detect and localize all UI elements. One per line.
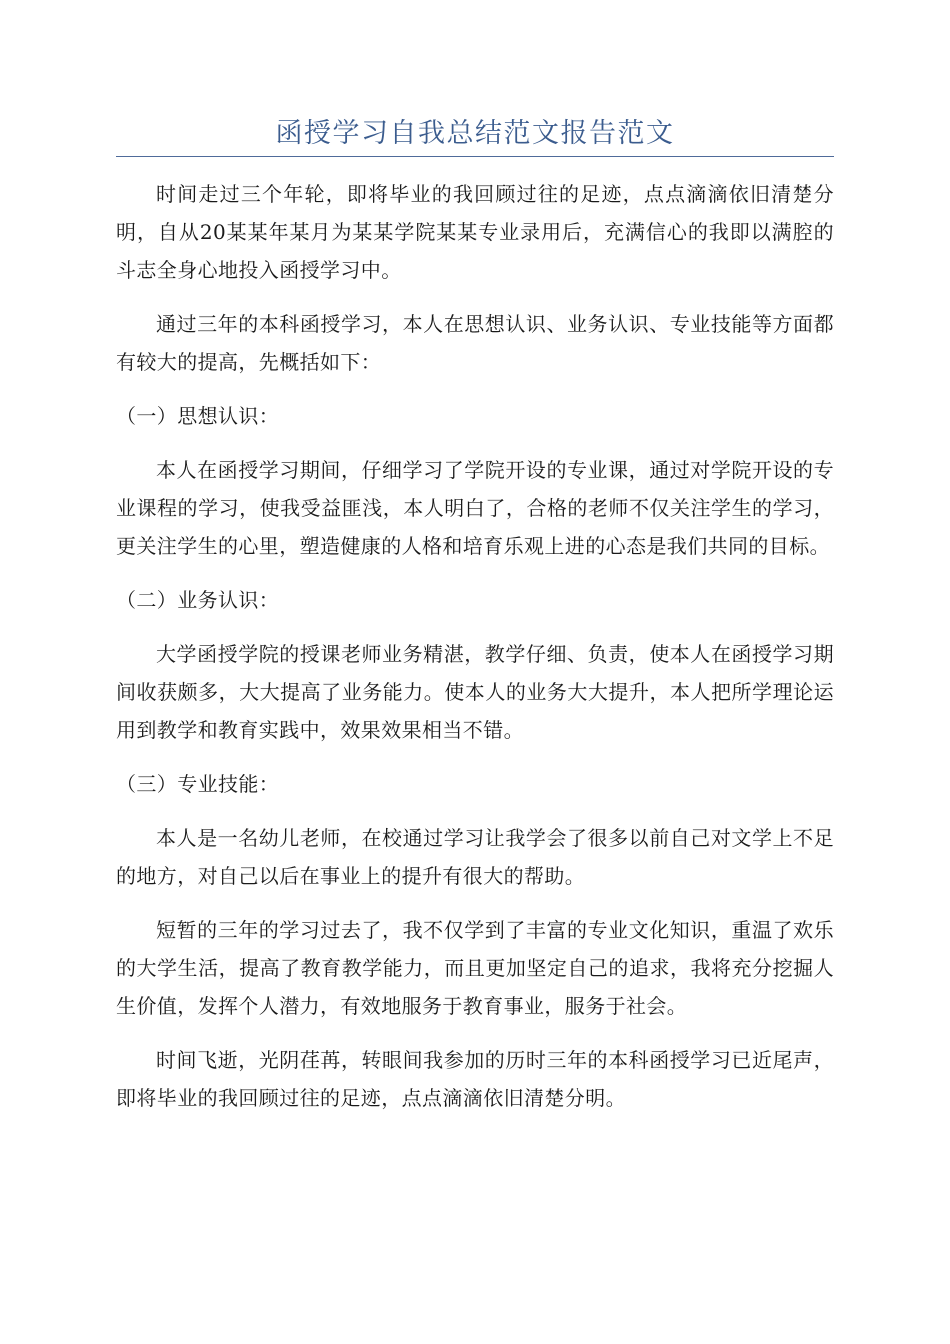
document-title: 函授学习自我总结范文报告范文 <box>275 118 675 149</box>
paragraph-skills: 本人是一名幼儿老师，在校通过学习让我学会了很多以前自己对文学上不足的地方，对自己以后在事业上的提升有很大的帮助。 <box>116 826 834 888</box>
paragraph-business: 大学函授学院的授课老师业务精湛，教学仔细、负责，使本人在函授学习期间收获颇多，大大提高了业务能力。使本人的业务大大提升，本人把所学理论运用到教学和教育实践中，效果效果相当不错。 <box>116 642 834 742</box>
paragraph-summary: 短暂的三年的学习过去了，我不仅学到了丰富的专业文化知识，重温了欢乐的大学生活，提高了教育教学能力，而且更加坚定自己的追求，我将充分挖掘人生价值，发挥个人潜力，有效地服务于教育事业，服务于社会。 <box>116 918 834 1018</box>
paragraph-closing: 时间飞逝，光阴荏苒，转眼间我参加的历时三年的本科函授学习已近尾声，即将毕业的我回顾过往的足迹，点点滴滴依旧清楚分明。 <box>116 1048 834 1110</box>
paragraph-intro: 时间走过三个年轮，即将毕业的我回顾过往的足迹，点点滴滴依旧清楚分明，自从20某某年某月为某某学院某某专业录用后，充满信心的我即以满腔的斗志全身心地投入函授学习中。 <box>116 182 834 282</box>
title-block <box>116 114 834 157</box>
document-body <box>116 175 834 1133</box>
section-heading-skills: （三）专业技能： <box>116 772 280 796</box>
section-heading-thought: （一）思想认识： <box>116 404 280 428</box>
paragraph-thought: 本人在函授学习期间，仔细学习了学院开设的专业课，通过对学院开设的专业课程的学习，使我受益匪浅，本人明白了，合格的老师不仅关注学生的学习，更关注学生的心里，塑造健康的人格和培育乐观上进的心态是我们共同的目标。 <box>116 458 834 558</box>
section-heading-business: （二）业务认识： <box>116 588 280 612</box>
paragraph-overview: 通过三年的本科函授学习，本人在思想认识、业务认识、专业技能等方面都有较大的提高，先概括如下： <box>116 312 834 374</box>
